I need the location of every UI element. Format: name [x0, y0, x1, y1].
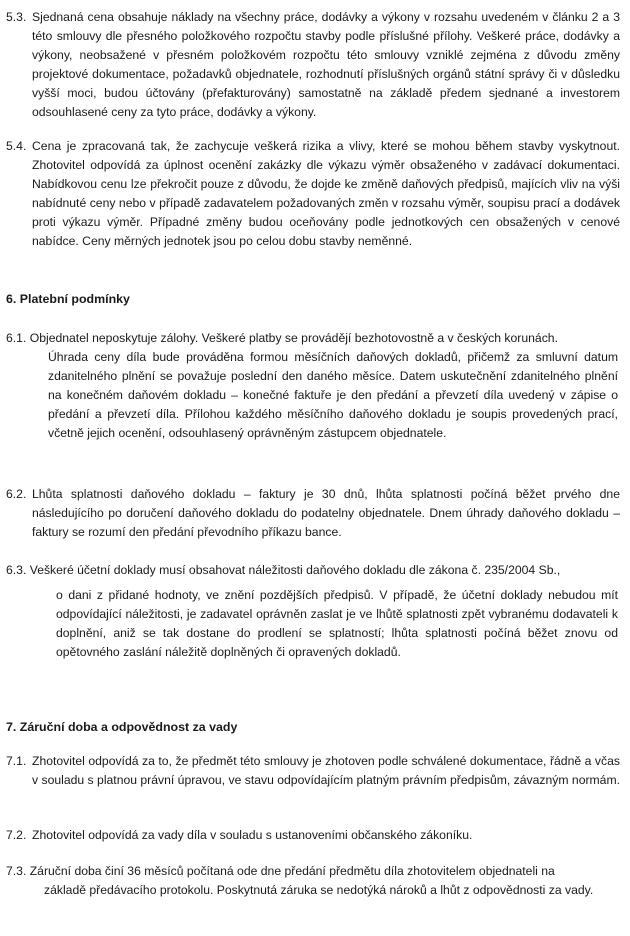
clause-5-4	[6, 137, 626, 251]
clause-number: 6.3.	[6, 563, 27, 577]
clause-text: Záruční doba činí 36 měsíců počítaná ode dne předání předmětu díla zhotovitelem objednateli na	[29, 864, 555, 878]
clause-6-2	[6, 485, 626, 542]
clause-6-3	[6, 561, 626, 662]
clause-7-3	[6, 862, 626, 900]
clause-number: 6.2.	[6, 487, 27, 501]
clause-number: 7.2.	[6, 828, 27, 842]
clause-number: 7.1.	[6, 754, 27, 768]
clause-7-1	[6, 752, 626, 790]
clause-text: Cena je zpracovaná tak, že zachycuje veškerá rizika a vlivy, které se mohou během stavby vyskytnout. Zhotovitel odpovídá za úplnost ocenění zakázky dle výkazu výměr obsaženého v zadávací dokumentaci. Nabídkovou cenu lze překročit pouze z důvodu, že dojde ke změně daňových předpisů, majících vliv na výši nabídnuté ceny nebo v případě zadavatelem požadovaných změn v rozsahu výměr, soupisu prací a dodávek proti výkazu výměr. Případné změny budou oceňovány podle jednotkových cen obsažených v cenové nabídce. Ceny měrných jednotek jsou po celou dobu stavby neměnné.	[32, 139, 620, 248]
clause-text: Zhotovitel odpovídá za vady díla v souladu s ustanoveními občanského zákoníku.	[32, 828, 473, 842]
clause-text: Veškeré účetní doklady musí obsahovat náležitosti daňového dokladu dle zákona č. 235/2004 Sb.,	[29, 563, 561, 577]
clause-6-1	[6, 329, 626, 443]
clause-5-3	[6, 8, 626, 122]
clause-continuation: o dani z přidané hodnoty, ve znění pozdějších předpisů. V případě, že účetní doklady nebudou mít odpovídající náležitosti, je zadavatel oprávněn zaslat je ve lhůtě splatnosti zpět vybranému dodavateli k doplnění, aniž se tak dostane do prodlení se splatností; lhůta splatnosti počíná běžet znovu od opětovného zaslání náležitě doplněných či opravených dokladů.	[56, 588, 618, 659]
clause-7-2	[6, 826, 626, 845]
clause-number: 5.4.	[6, 139, 27, 153]
clause-text: Objednatel neposkytuje zálohy. Veškeré platby se provádějí bezhotovostně a v českých korunách.	[29, 331, 558, 345]
clause-continuation: Úhrada ceny díla bude prováděna formou měsíčních daňových dokladů, přičemž za smluvní datum zdanitelného plnění se považuje poslední den daného měsíce. Datem uskutečnění zdanitelného plnění na konečném daňovém dokladu – konečné faktuře je den předání a převzetí díla uvedený v zápise o předání a převzetí díla. Přílohou každého měsíčního daňového dokladu je soupis provedených prací, včetně jejich ocenění, odsouhlasený oprávněným zástupcem objednatele.	[48, 350, 618, 440]
clause-text: Lhůta splatnosti daňového dokladu – faktury je 30 dnů, lhůta splatnosti počíná běžet prvého dne následujícího po doručení daňového dokladu do podatelny objednatele. Dnem úhrady daňového dokladu – faktury se rozumí den předání převodního příkazu bance.	[32, 487, 620, 539]
section-heading-6: 6. Platební podmínky	[6, 292, 130, 306]
clause-text: Sjednaná cena obsahuje náklady na všechny práce, dodávky a výkony v rozsahu uvedeném v článku 2 a 3 této smlouvy dle přesného položkového rozpočtu stavby podle příslušné přílohy. Veškeré práce, dodávky a výkony, neobsažené v přesném položkovém rozpočtu této smlouvy vzniklé zejména z důvodu změny projektové dokumentace, požadavků objednatele, rozhodnutí příslušných orgánů státní správy či v důsledku vyšší moci, budou účtovány (přefakturovány) samostatně na základě předem sjednané a investorem odsouhlasené ceny za tyto práce, dodávky a výkony.	[32, 10, 620, 119]
clause-number: 5.3.	[6, 10, 27, 24]
clause-number: 7.3.	[6, 864, 27, 878]
clause-continuation: základě předávacího protokolu. Poskytnutá záruka se nedotýká nároků a lhůt z odpovědnosti za vady.	[44, 883, 594, 897]
clause-number: 6.1.	[6, 331, 27, 345]
section-heading-7: 7. Záruční doba a odpovědnost za vady	[6, 720, 238, 734]
clause-text: Zhotovitel odpovídá za to, že předmět této smlouvy je zhotoven podle schválené dokumentace, řádně a včas v souladu s platnou právní úpravou, ve stavu odpovídajícím platným právním předpisům, závazným normám.	[32, 754, 620, 787]
